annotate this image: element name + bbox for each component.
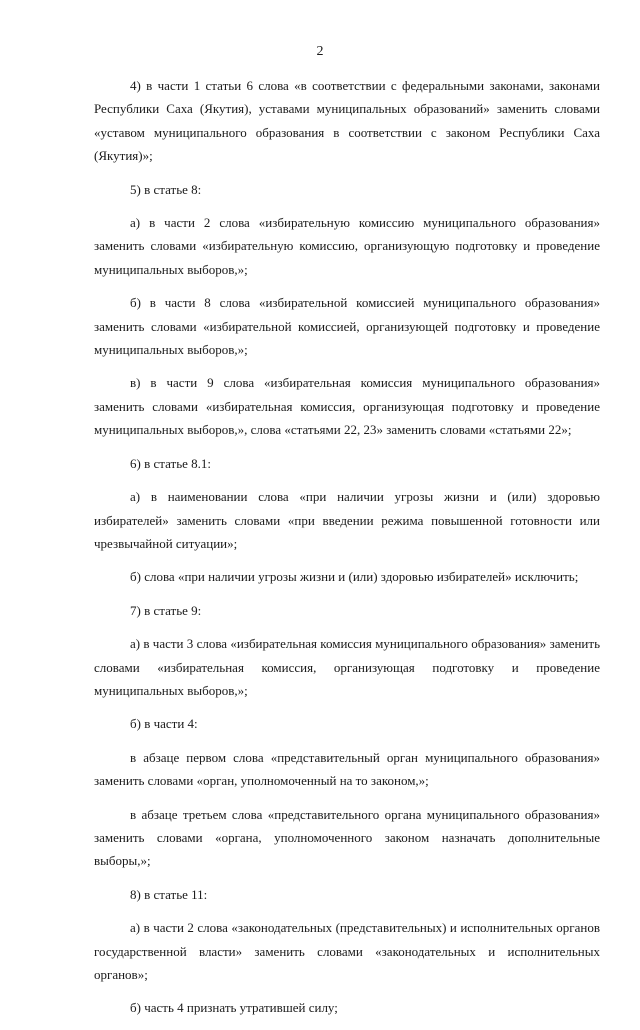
paragraph-article-8-heading: 5) в статье 8: xyxy=(130,181,202,197)
paragraph-article-8-b: б) в части 8 слова «избирательной комиссией муниципального образования» заменить словами «избирательной комиссией, организующей подготовку и проведение муниципальных выборов,»; xyxy=(94,295,600,358)
paragraph-article-9-b-first-abzac: в абзаце первом слова «представительный орган муниципального образования» заменить словами «орган, уполномоченный на то законом,»; xyxy=(94,749,600,789)
paragraph-article-8-1-heading: 6) в статье 8.1: xyxy=(130,455,212,471)
document-body xyxy=(94,74,600,1030)
paragraph-article-11-b: б) часть 4 признать утратившей силу; xyxy=(130,1000,338,1016)
paragraph-article-9-b: б) в части 4: xyxy=(130,716,198,732)
paragraph-article-11-heading: 8) в статье 11: xyxy=(130,886,208,902)
paragraph-article-8-1-b: б) слова «при наличии угрозы жизни и (или) здоровью избирателей» исключить; xyxy=(130,569,579,585)
paragraph-article-11-a: а) в части 2 слова «законодательных (представительных) и исполнительных органов государственной власти» заменить словами «законодательных и исполнительных органов»; xyxy=(94,920,600,982)
paragraph-article-8-v: в) в части 9 слова «избирательная комиссия муниципального образования» заменить словами «избирательная комиссия, организующая подготовку и проведение муниципальных выборов,», слова «статьями 22, 23» заменить словами «статьями 22»; xyxy=(94,375,600,438)
paragraph-article-9-b-third-abzac: в абзаце третьем слова «представительного органа муниципального образования» заменить словами «органа, уполномоченного законом назначать дополнительные выборы,»; xyxy=(94,806,600,869)
paragraph-article-9-heading: 7) в статье 9: xyxy=(130,602,202,618)
page-number: 2 xyxy=(316,44,324,59)
paragraph-article-6: 4) в части 1 статьи 6 слова «в соответствии с федеральными законами, законами Республики Саха (Якутия), уставами муниципальных образований» заменить словами «уставом муниципального образования в соответствии с законом Республики Саха (Якутия)»; xyxy=(94,78,600,164)
paragraph-article-8-a: а) в части 2 слова «избирательную комиссию муниципального образования» заменить словами «избирательную комиссию, организующую подготовку и проведение муниципальных выборов,»; xyxy=(94,215,600,277)
paragraph-article-9-a: а) в части 3 слова «избирательная комиссия муниципального образования» заменить словами «избирательная комиссия, организующая подготовку и проведение муниципальных выборов,»; xyxy=(94,636,600,698)
paragraph-article-8-1-a: а) в наименовании слова «при наличии угрозы жизни и (или) здоровью избирателей» заменить словами «при введении режима повышенной готовности или чрезвычайной ситуации»; xyxy=(94,489,600,551)
